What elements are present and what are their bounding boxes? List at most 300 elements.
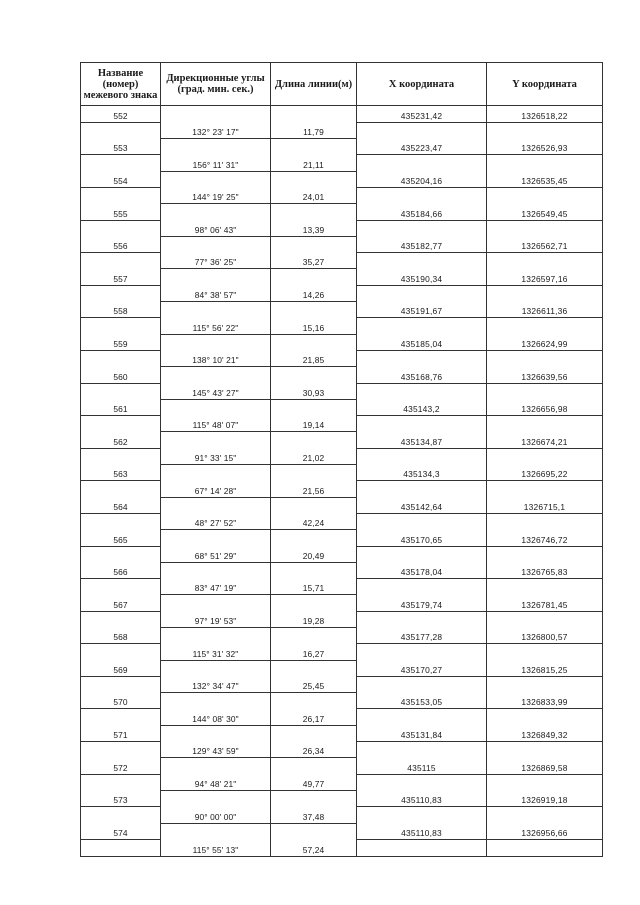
- name-cell-empty: [81, 187, 161, 203]
- point-name: [81, 236, 161, 252]
- segment-length: [271, 546, 357, 562]
- segment-row: [81, 579, 603, 595]
- point-y: [487, 204, 603, 220]
- point-y: [487, 628, 603, 644]
- name-cell-empty: [81, 448, 161, 464]
- name-cell-empty: [81, 122, 161, 138]
- length-cell-empty: [271, 595, 357, 611]
- point-x: [357, 139, 487, 155]
- x-cell-empty: [357, 513, 487, 529]
- point-name-value: 573: [113, 795, 128, 806]
- name-cell-empty: [81, 416, 161, 432]
- segment-angle-value: 145° 43' 27": [192, 387, 239, 398]
- length-cell-empty: [271, 693, 357, 709]
- name-cell-empty: [81, 350, 161, 366]
- x-cell-empty: [357, 742, 487, 758]
- point-row: [81, 725, 603, 741]
- segment-angle: [161, 220, 271, 236]
- point-name: [81, 399, 161, 415]
- point-y-value: 1326765,83: [521, 567, 568, 578]
- segment-angle: [161, 122, 271, 138]
- segment-row: [81, 220, 603, 236]
- segment-angle: [161, 187, 271, 203]
- segment-length: [271, 742, 357, 758]
- y-cell-empty: [487, 253, 603, 269]
- angle-cell-empty: [161, 465, 271, 481]
- y-cell-empty: [487, 807, 603, 823]
- segment-length: [271, 122, 357, 138]
- point-name: [81, 302, 161, 318]
- x-cell-empty: [357, 839, 487, 856]
- segment-angle-value: 83° 47' 19": [194, 583, 237, 594]
- point-x-value: 435131,84: [400, 730, 443, 741]
- point-row: [81, 269, 603, 285]
- x-cell-empty: [357, 644, 487, 660]
- segment-length: [271, 318, 357, 334]
- segment-angle-value: 144° 19' 25": [192, 192, 239, 203]
- point-y-value: 1326674,21: [521, 436, 568, 447]
- point-x: [357, 269, 487, 285]
- point-row: [81, 302, 603, 318]
- point-row: [81, 660, 603, 676]
- segment-angle: [161, 383, 271, 399]
- x-cell-empty: [357, 187, 487, 203]
- angle-cell-empty: [161, 790, 271, 806]
- length-cell-empty: [271, 302, 357, 318]
- x-cell-empty: [357, 122, 487, 138]
- point-row: [81, 139, 603, 155]
- y-cell-empty: [487, 513, 603, 529]
- point-x-value: 435134,87: [400, 436, 443, 447]
- segment-length-value: 57,24: [302, 844, 325, 855]
- point-name: [81, 758, 161, 774]
- segment-row: [81, 318, 603, 334]
- point-x-value: 435177,28: [400, 632, 443, 643]
- y-cell-empty: [487, 742, 603, 758]
- segment-angle-value: 48° 27' 52": [194, 518, 237, 529]
- length-cell-empty: [271, 628, 357, 644]
- point-x: [357, 367, 487, 383]
- y-cell-empty: [487, 579, 603, 595]
- segment-length-value: 16,27: [302, 648, 325, 659]
- angle-cell-empty: [161, 823, 271, 839]
- segment-length-value: 49,77: [302, 778, 325, 789]
- angle-cell-empty: [161, 171, 271, 187]
- point-name: [81, 204, 161, 220]
- angle-cell-empty: [161, 497, 271, 513]
- point-name: [81, 269, 161, 285]
- point-name: [81, 595, 161, 611]
- point-x: [357, 465, 487, 481]
- x-cell-empty: [357, 546, 487, 562]
- segment-length-value: 13,39: [302, 224, 325, 235]
- point-row: [81, 236, 603, 252]
- point-x-value: 435179,74: [400, 599, 443, 610]
- segment-row: [81, 676, 603, 692]
- segment-angle: [161, 513, 271, 529]
- length-cell-empty: [271, 399, 357, 415]
- segment-angle: [161, 611, 271, 627]
- x-cell-empty: [357, 220, 487, 236]
- name-cell-empty: [81, 839, 161, 856]
- point-x-value: 435190,34: [400, 273, 443, 284]
- length-cell-empty: [271, 334, 357, 350]
- point-y: [487, 399, 603, 415]
- segment-length: [271, 285, 357, 301]
- segment-angle-value: 68° 51' 29": [194, 550, 237, 561]
- point-name-value: 568: [113, 632, 128, 643]
- point-row: [81, 465, 603, 481]
- name-cell-empty: [81, 155, 161, 171]
- point-y: [487, 725, 603, 741]
- point-x: [357, 334, 487, 350]
- segment-length-value: 42,24: [302, 518, 325, 529]
- point-row: [81, 204, 603, 220]
- point-x-value: 435170,65: [400, 534, 443, 545]
- point-y: [487, 693, 603, 709]
- name-cell-empty: [81, 285, 161, 301]
- segment-length: [271, 644, 357, 660]
- segment-length-value: 21,11: [303, 159, 324, 170]
- point-x: [357, 562, 487, 578]
- point-x: [357, 530, 487, 546]
- y-cell-empty: [487, 611, 603, 627]
- y-cell-empty: [487, 155, 603, 171]
- point-row: [81, 758, 603, 774]
- point-y-value: 1326535,45: [521, 175, 568, 186]
- segment-row: [81, 122, 603, 138]
- point-name-value: 560: [113, 371, 128, 382]
- segment-angle-value: 98° 06' 43": [194, 224, 237, 235]
- x-cell-empty: [357, 579, 487, 595]
- point-y-value: 1326639,56: [521, 371, 568, 382]
- point-name: [81, 530, 161, 546]
- name-cell-empty: [81, 481, 161, 497]
- segment-row: [81, 383, 603, 399]
- length-cell-empty: [271, 562, 357, 578]
- length-cell-empty: [271, 823, 357, 839]
- length-cell-empty: [271, 790, 357, 806]
- length-cell-empty: [271, 465, 357, 481]
- segment-length: [271, 155, 357, 171]
- segment-row: [81, 416, 603, 432]
- x-cell-empty: [357, 383, 487, 399]
- point-x-value: 435182,77: [400, 241, 443, 252]
- segment-length: [271, 481, 357, 497]
- point-y-value: 1326800,57: [521, 632, 568, 643]
- segment-row: [81, 742, 603, 758]
- y-cell-empty: [487, 709, 603, 725]
- segment-length-value: 30,93: [302, 387, 325, 398]
- segment-angle-value: 90° 00' 00": [194, 811, 237, 822]
- x-cell-empty: [357, 481, 487, 497]
- segment-length-value: 35,27: [302, 257, 325, 268]
- point-x-value: 435204,16: [400, 175, 443, 186]
- point-y: [487, 236, 603, 252]
- segment-length-value: 15,16: [302, 322, 325, 333]
- point-name: [81, 334, 161, 350]
- segment-angle: [161, 676, 271, 692]
- segment-length-value: 21,85: [302, 355, 325, 366]
- segment-length: [271, 187, 357, 203]
- length-cell-empty: [271, 171, 357, 187]
- segment-length-value: 26,34: [302, 746, 325, 757]
- point-y: [487, 171, 603, 187]
- name-cell-empty: [81, 579, 161, 595]
- segment-angle-value: 138° 10' 21": [192, 355, 239, 366]
- point-name-value: 563: [113, 469, 128, 480]
- angle-cell-empty: [161, 367, 271, 383]
- point-name-value: 561: [113, 404, 128, 415]
- point-x-value: 435110,83: [401, 795, 442, 806]
- segment-length: [271, 676, 357, 692]
- length-cell-empty: [271, 758, 357, 774]
- angle-cell-empty: [161, 530, 271, 546]
- y-cell-empty: [487, 220, 603, 236]
- segment-angle: [161, 285, 271, 301]
- segment-row: [81, 253, 603, 269]
- segment-angle-value: 115° 56' 22": [192, 322, 239, 333]
- point-y-value: 1326781,45: [521, 599, 568, 610]
- angle-cell-empty: [161, 236, 271, 252]
- length-cell-empty: [271, 204, 357, 220]
- point-x-value: 435115: [407, 762, 436, 773]
- angle-cell-empty: [161, 139, 271, 155]
- point-x-value: 435191,67: [400, 306, 443, 317]
- segment-angle: [161, 709, 271, 725]
- header-name: Название (номер) межевого знака: [81, 63, 161, 106]
- point-name-value: 572: [113, 762, 128, 773]
- point-x-value: 435170,27: [400, 664, 443, 675]
- point-name-value: 553: [113, 143, 128, 154]
- point-x-value: 435110,83: [401, 827, 442, 838]
- point-row: [81, 790, 603, 806]
- point-y: [487, 823, 603, 839]
- header-angle: Дирекционные углы (град. мин. сек.): [161, 63, 271, 106]
- name-cell-empty: [81, 513, 161, 529]
- point-y-value: 1326746,72: [521, 534, 568, 545]
- point-y: [487, 562, 603, 578]
- segment-angle: [161, 774, 271, 790]
- point-x-value: 435231,42: [400, 110, 443, 121]
- point-name-value: 565: [113, 534, 128, 545]
- name-cell-empty: [81, 709, 161, 725]
- segment-length-value: 14,26: [302, 290, 325, 301]
- name-cell-empty: [81, 611, 161, 627]
- point-x: [357, 106, 487, 123]
- segment-length-value: 25,45: [302, 681, 325, 692]
- point-name-value: 555: [113, 208, 128, 219]
- x-cell-empty: [357, 676, 487, 692]
- segment-row: [81, 644, 603, 660]
- point-x: [357, 595, 487, 611]
- x-cell-empty: [357, 448, 487, 464]
- point-x-value: 435223,47: [400, 143, 443, 154]
- length-cell-empty: [271, 236, 357, 252]
- point-y: [487, 465, 603, 481]
- segment-length-value: 26,17: [302, 713, 325, 724]
- name-cell-empty: [81, 676, 161, 692]
- y-cell-empty: [487, 122, 603, 138]
- point-name-value: 552: [113, 110, 128, 121]
- y-cell-empty: [487, 285, 603, 301]
- segment-row: [81, 187, 603, 203]
- segment-angle-value: 129° 43' 59": [192, 746, 239, 757]
- point-x-value: 435143,2: [403, 404, 440, 415]
- segment-length: [271, 383, 357, 399]
- point-row: [81, 628, 603, 644]
- segment-row: [81, 774, 603, 790]
- point-x-value: 435134,3: [403, 469, 440, 480]
- segment-row: [81, 546, 603, 562]
- point-name-value: 574: [113, 827, 128, 838]
- y-cell-empty: [487, 644, 603, 660]
- segment-angle: [161, 807, 271, 823]
- point-y-value: 1326526,93: [521, 143, 568, 154]
- point-name-value: 567: [113, 599, 128, 610]
- point-y-value: 1326562,71: [521, 241, 568, 252]
- point-name-value: 556: [113, 241, 128, 252]
- segment-length: [271, 807, 357, 823]
- segment-angle-value: 94° 48' 21": [194, 778, 237, 789]
- angle-cell-empty: [161, 432, 271, 448]
- segment-length: [271, 611, 357, 627]
- table-header-row: [81, 63, 603, 106]
- segment-angle-value: 132° 23' 17": [192, 127, 239, 138]
- point-x: [357, 790, 487, 806]
- point-name: [81, 139, 161, 155]
- point-y-value: 1326695,22: [521, 469, 568, 480]
- point-name: [81, 823, 161, 839]
- segment-angle-value: 156° 11' 31": [192, 159, 239, 170]
- name-cell-empty: [81, 644, 161, 660]
- segment-length: [271, 253, 357, 269]
- point-name-value: 559: [113, 338, 128, 349]
- name-cell-empty: [81, 383, 161, 399]
- segment-length: [271, 774, 357, 790]
- point-x: [357, 628, 487, 644]
- point-y: [487, 758, 603, 774]
- point-name: [81, 562, 161, 578]
- point-y: [487, 660, 603, 676]
- y-cell-empty: [487, 839, 603, 856]
- point-y-value: 1326849,32: [521, 730, 568, 741]
- point-x: [357, 236, 487, 252]
- point-y-value: 1326869,58: [521, 762, 568, 773]
- name-cell-empty: [81, 774, 161, 790]
- point-y-value: 1326624,99: [521, 338, 568, 349]
- segment-row: [81, 709, 603, 725]
- point-row: [81, 334, 603, 350]
- angle-cell-empty: [161, 725, 271, 741]
- angle-cell-empty: [161, 106, 271, 123]
- y-cell-empty: [487, 546, 603, 562]
- point-x-value: 435142,64: [400, 501, 443, 512]
- point-x: [357, 758, 487, 774]
- segment-angle-value: 115° 31' 32": [192, 648, 239, 659]
- segment-angle: [161, 546, 271, 562]
- segment-angle: [161, 253, 271, 269]
- point-x-value: 435168,76: [400, 371, 443, 382]
- name-cell-empty: [81, 220, 161, 236]
- y-cell-empty: [487, 383, 603, 399]
- segment-length-value: 19,28: [302, 616, 325, 626]
- segment-angle-value: 115° 48' 07": [192, 420, 239, 431]
- point-y: [487, 497, 603, 513]
- angle-cell-empty: [161, 758, 271, 774]
- x-cell-empty: [357, 350, 487, 366]
- segment-angle: [161, 318, 271, 334]
- segment-row: [81, 807, 603, 823]
- segment-row: [81, 285, 603, 301]
- length-cell-empty: [271, 660, 357, 676]
- point-y: [487, 595, 603, 611]
- segment-row: [81, 448, 603, 464]
- point-y: [487, 334, 603, 350]
- point-x: [357, 725, 487, 741]
- point-name: [81, 432, 161, 448]
- point-row: [81, 399, 603, 415]
- segment-angle-value: 97° 19' 53": [194, 616, 237, 626]
- point-row: [81, 562, 603, 578]
- segment-length-value: 37,48: [302, 811, 325, 822]
- point-name: [81, 725, 161, 741]
- segment-row: [81, 155, 603, 171]
- length-cell-empty: [271, 725, 357, 741]
- angle-cell-empty: [161, 628, 271, 644]
- point-x-value: 435184,66: [400, 208, 443, 219]
- y-cell-empty: [487, 448, 603, 464]
- segment-length-value: 11,79: [303, 127, 324, 138]
- point-name-value: 554: [113, 175, 128, 186]
- angle-cell-empty: [161, 302, 271, 318]
- y-cell-empty: [487, 481, 603, 497]
- segment-angle: [161, 742, 271, 758]
- x-cell-empty: [357, 253, 487, 269]
- point-x: [357, 204, 487, 220]
- point-row: [81, 432, 603, 448]
- point-name: [81, 106, 161, 123]
- point-name: [81, 367, 161, 383]
- segment-length: [271, 220, 357, 236]
- point-x: [357, 432, 487, 448]
- segment-length-value: 15,71: [302, 583, 325, 594]
- point-y-value: 1326956,66: [521, 827, 568, 838]
- segment-row: [81, 481, 603, 497]
- segment-angle-value: 132° 34' 47": [192, 681, 239, 692]
- segment-length: [271, 416, 357, 432]
- x-cell-empty: [357, 285, 487, 301]
- point-name: [81, 660, 161, 676]
- point-name-value: 562: [113, 436, 128, 447]
- point-row: [81, 367, 603, 383]
- point-name: [81, 465, 161, 481]
- angle-cell-empty: [161, 595, 271, 611]
- point-y: [487, 432, 603, 448]
- point-y-value: 1326833,99: [521, 697, 568, 708]
- name-cell-empty: [81, 742, 161, 758]
- segment-row: [81, 611, 603, 627]
- point-row: [81, 530, 603, 546]
- y-cell-empty: [487, 676, 603, 692]
- point-name-value: 557: [113, 273, 128, 284]
- x-cell-empty: [357, 318, 487, 334]
- point-row: [81, 171, 603, 187]
- x-cell-empty: [357, 807, 487, 823]
- point-y: [487, 269, 603, 285]
- point-x: [357, 660, 487, 676]
- point-x: [357, 399, 487, 415]
